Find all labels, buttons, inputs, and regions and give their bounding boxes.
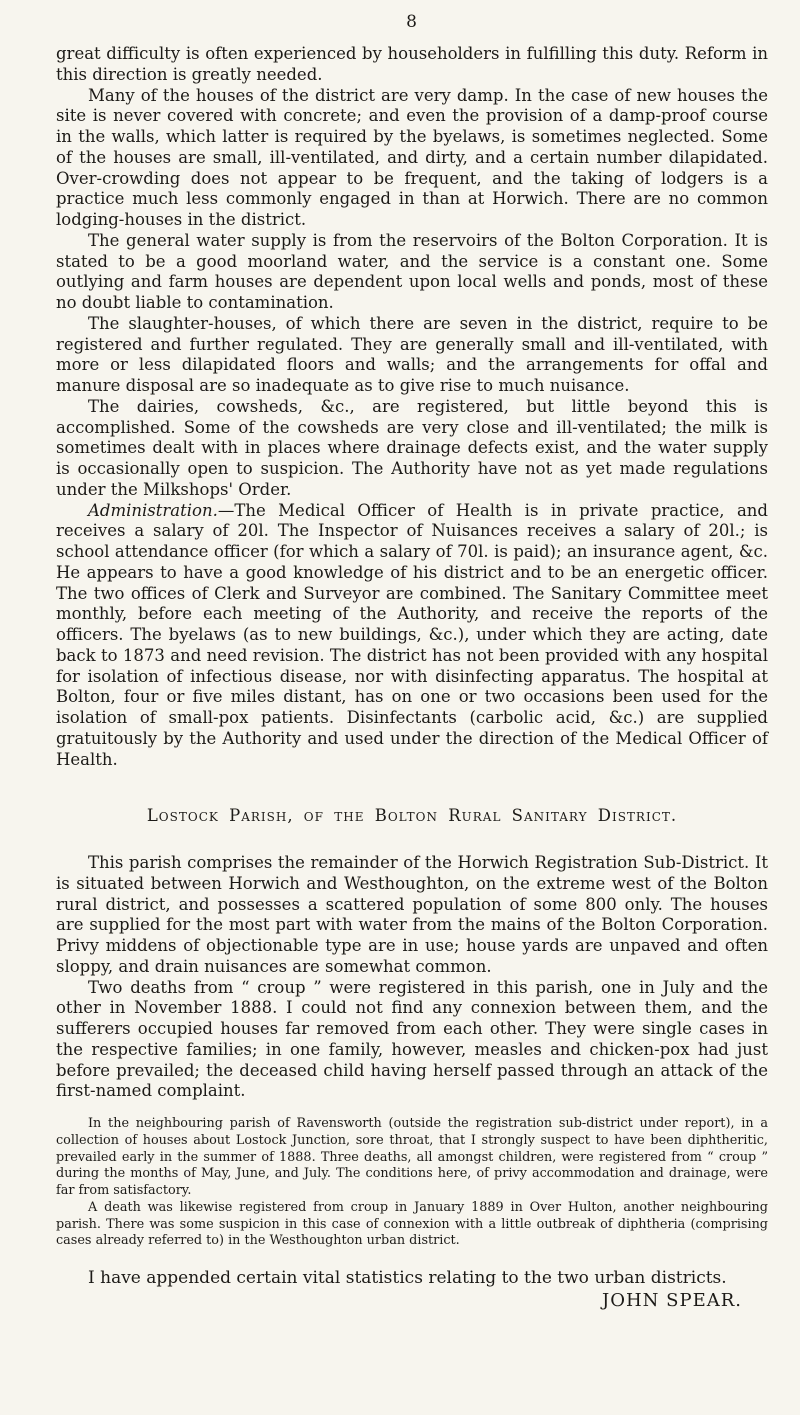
- paragraph-lostock-parish: This parish comprises the remainder of the Horwich Registration Sub-District. It is situated between Horwich and Westhoughton, on the extreme west of the Bolton rural district, and possesses a scattered population of some 800 only. The houses are supplied for the most part with water from the mains of the Bolton Corporation. Privy middens of objectionable type are in use; house yards are unpaved and often sloppy, and drain nuisances are somewhat common.: [56, 853, 768, 976]
- footnote-ravensworth: In the neighbouring parish of Ravensworth (outside the registration sub-district under report), in a collection of houses about Lostock Junction, sore throat, that I strongly suspect to have been diphtheritic, prevailed early in the summer of 1888. Three deaths, all amongst children, were registered from “ croup ” during the months of May, June, and July. The conditions here, of privy accommodation and drainage, were far from satisfactory.: [56, 1116, 768, 1198]
- paragraph-water-supply: The general water supply is from the reservoirs of the Bolton Corporation. It is stated to be a good moorland water, and the service is a constant one. Some outlying and farm houses are dependent upon local wells and ponds, most of these no doubt liable to contamination.: [56, 230, 768, 312]
- paragraph-croup-deaths: Two deaths from “ croup ” were registered in this parish, one in July and the other in November 1888. I could not find any connexion between them, and the sufferers occupied houses far removed from each other. They were single cases in the respective families; in one family, however, measles and chicken-pox had just before prevailed; the deceased child having herself passed through an attack of the first-named complaint.: [56, 977, 768, 1101]
- signature: JOHN SPEAR.: [602, 1289, 742, 1311]
- footnote-over-hulton: A death was likewise registered from croup in January 1889 in Over Hulton, another neighbouring parish. There was some suspicion in this case of connexion with a little outbreak of diphtheria (comprising cases already referred to) in the Westhoughton urban district.: [56, 1199, 768, 1249]
- paragraph-administration: [56, 501, 768, 771]
- administration-text: —The Medical Officer of Health is in private practice, and receives a salary of 20l. The Inspector of Nuisances receives a salary of 20l.; is school attendance officer (for which a salary of 70l. is paid); an insurance agent, &c. He appears to have a good knowledge of his district and to be an energetic officer. The two offices of Clerk and Surveyor are combined. The Sanitary Committee meet monthly, before each meeting of the Authority, and receive the reports of the officers. The byelaws (as to new buildings, &c.), under which they are acting, date back to 1873 and need revision. The district has not been provided with any hospital for isolation of infectious disease, nor with disinfecting apparatus. The hospital at Bolton, four or five miles distant, has on one or two occasions been used for the isolation of small-pox patients. Disinfectants (carbolic acid, &c.) are supplied gratuitously by the Authority and used under the direction of the Medical Officer of Health.: [56, 500, 768, 769]
- paragraph-slaughter-houses: The slaughter-houses, of which there are seven in the district, require to be registered and further regulated. They are generally small and ill-ventilated, with more or less dilapidated floors and walls; and the arrangements for offal and manure disposal are so inadequate as to give rise to much nuisance.: [56, 313, 768, 395]
- report-page: [56, 0, 768, 1415]
- closing-statement: I have appended certain vital statistics relating to the two urban districts.: [88, 1268, 727, 1288]
- report-body: [56, 44, 768, 1312]
- administration-label: Administration.: [88, 500, 218, 520]
- paragraph-housing: Many of the houses of the district are very damp. In the case of new houses the site is never covered with concrete; and even the provision of a damp-proof course in the walls, which latter is required by the byelaws, is sometimes neglected. Some of the houses are small, ill-ventilated, and dirty, and a certain number dilapidated. Over-crowding does not appear to be frequent, and the taking of lodgers is a practice much less commonly engaged in than at Horwich. There are no common lodging-houses in the district.: [56, 85, 768, 229]
- section-heading: Lostock Parish, of the Bolton Rural Sanitary District.: [146, 806, 678, 826]
- paragraph-dairies: The dairies, cowsheds, &c., are registered, but little beyond this is accomplished. Some of the cowsheds are very close and ill-ventilated; the milk is sometimes dealt with in places where drainage defects exist, and the water supply is occasionally open to suspicion. The Authority have not as yet made regulations under the Milkshops' Order.: [56, 396, 768, 499]
- page-number: 8: [406, 12, 418, 32]
- paragraph-continuation: great difficulty is often experienced by householders in fulfilling this duty. Reform in this direction is greatly needed.: [56, 44, 768, 84]
